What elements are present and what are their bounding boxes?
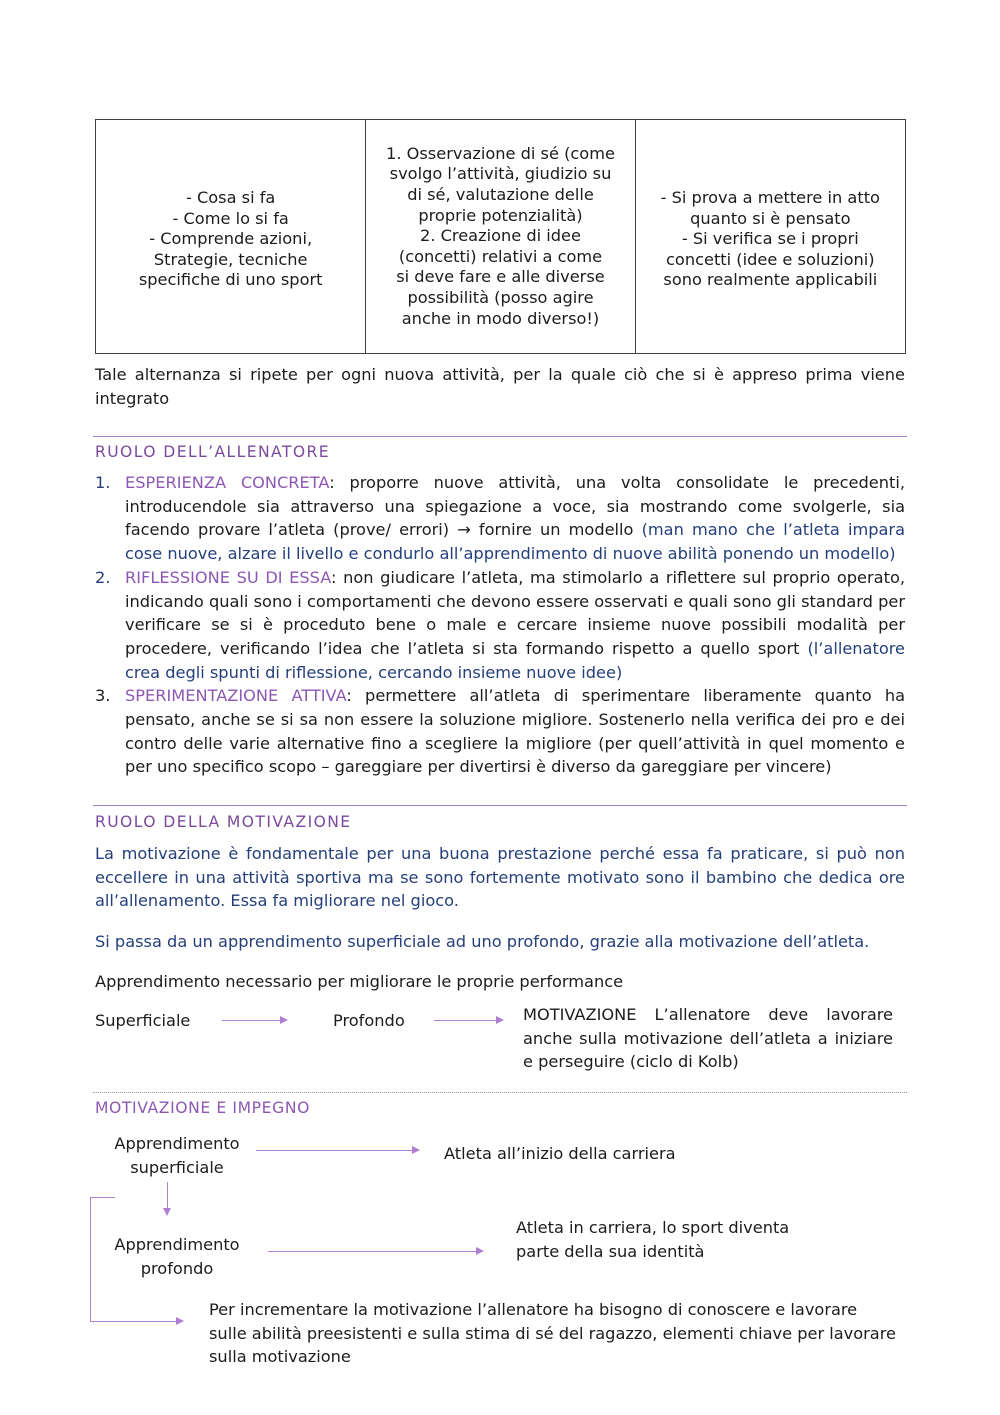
table-cell-line: si deve fare e alle diverse bbox=[396, 267, 605, 287]
table-cell-line: - Come lo si fa bbox=[172, 208, 289, 228]
table-cell-experience bbox=[96, 120, 365, 353]
table-cell-line: specifiche di uno sport bbox=[138, 270, 323, 290]
alternanza-paragraph: Tale alternanza si ripete per ogni nuova attività, per la quale ciò che si è appreso prima viene integrato bbox=[95, 365, 905, 408]
table-cell-line: (concetti) relativi a come bbox=[398, 246, 603, 266]
list-item-text: : non giudicare l’atleta, ma stimolarlo a riflettere sul proprio operato, indicando quali sono i comportamenti che devono essere osservati e quali sono gli standard per verificare se si è proceduto bene o male e cercare insieme nuove possibili modalità per procedere, verificando l’idea che l’atleta si sta formando rispetto a quello sport bbox=[125, 567, 905, 658]
section-divider bbox=[93, 436, 907, 437]
table-cell-line: Strategie, tecniche bbox=[153, 249, 308, 269]
section-heading-motivazione: RUOLO DELLA MOTIVAZIONE bbox=[95, 813, 352, 831]
table-cell-line: sono realmente applicabili bbox=[663, 270, 878, 290]
list-item-title: RIFLESSIONE SU DI ESSA bbox=[125, 567, 332, 587]
connector-line bbox=[90, 1197, 115, 1198]
list-item-note: (man mano che l’atleta impara cose nuove, alzare il livello e condurlo all’apprendimento di nuove abilità ponendo un modello) bbox=[125, 520, 906, 564]
down-arrow bbox=[167, 1182, 168, 1214]
list-item bbox=[95, 566, 905, 685]
box-line: parte della sua identità bbox=[516, 1242, 705, 1261]
table-cell-line: quanto si è pensato bbox=[690, 208, 851, 228]
motivazione-summary: Si passa da un apprendimento superficiale ad uno profondo, grazie alla motivazione dell’atleta. bbox=[95, 932, 870, 951]
table-cell-line: - Comprende azioni, bbox=[149, 229, 313, 249]
section-divider bbox=[93, 805, 907, 806]
box-result-carriera bbox=[516, 1216, 789, 1264]
motivazione-paragraph: La motivazione è fondamentale per una buona prestazione perché essa fa praticare, si può non eccellere in una attività sportiva ma se sono fortemente motivato sono il bambino che dedica ore all’allenamento. Essa fa migliorare nel gioco. bbox=[95, 844, 905, 911]
flow-label-superficiale: Superficiale bbox=[95, 1011, 191, 1030]
box-line: superficiale bbox=[130, 1158, 224, 1177]
section-divider bbox=[93, 1092, 907, 1093]
box-line: Apprendimento bbox=[114, 1235, 240, 1254]
box-apprendimento-profondo bbox=[108, 1233, 246, 1281]
list-item bbox=[95, 684, 905, 779]
list-number: 1. bbox=[95, 473, 111, 492]
flow-motivazione-note: MOTIVAZIONE L’allenatore deve lavorare anche sulla motivazione dell’atleta a iniziare e perseguire (ciclo di Kolb) bbox=[523, 1005, 893, 1072]
box-apprendimento-superficiale bbox=[108, 1132, 246, 1180]
table-cell-line: proprie potenzialità) bbox=[418, 205, 583, 225]
table-cell-line: - Si prova a mettere in atto bbox=[660, 188, 880, 208]
flow-arrow bbox=[256, 1150, 418, 1151]
conclusion-paragraph: Per incrementare la motivazione l’allenatore ha bisogno di conoscere e lavorare sulle abilità preesistenti e sulla stima di sé del ragazzo, elementi chiave per lavorare sulla motivazione bbox=[209, 1300, 896, 1367]
kolb-cycle-table bbox=[95, 119, 906, 354]
list-item-title: SPERIMENTAZIONE ATTIVA bbox=[125, 686, 347, 706]
section-heading-allenatore: RUOLO DELL’ALLENATORE bbox=[95, 443, 330, 461]
table-cell-line: 2. Creazione di idee bbox=[420, 226, 581, 246]
list-item-title: ESPERIENZA CONCRETA bbox=[125, 473, 330, 492]
flow-arrow bbox=[268, 1251, 482, 1252]
list-number: 3. bbox=[95, 686, 111, 706]
table-cell-experimentation bbox=[635, 120, 905, 353]
list-item bbox=[95, 471, 905, 566]
table-cell-line: possibilità (posso agire bbox=[407, 287, 594, 307]
flow-arrow bbox=[434, 1020, 502, 1021]
connector-line bbox=[90, 1197, 91, 1321]
role-list bbox=[95, 471, 905, 779]
list-item-text: : proporre nuove attività, una volta consolidate le precedenti, introducendole sia attraverso una spiegazione a voce, sia mostrando come svolgerle, sia facendo provare l’atleta (prove/ errori) → fornire un modello bbox=[125, 473, 905, 540]
box-line: Apprendimento bbox=[114, 1134, 240, 1153]
flow-label-profondo: Profondo bbox=[333, 1011, 405, 1030]
list-number: 2. bbox=[95, 567, 111, 587]
box-line: Atleta in carriera, lo sport diventa bbox=[516, 1218, 790, 1237]
table-cell-line: svolgo l’attività, giudizio su bbox=[389, 164, 612, 184]
list-item-text: : permettere all’atleta di sperimentare liberamente quanto ha pensato, anche se si sa non essere la soluzione migliore. Sostenerlo nella verifica dei pro e dei contro delle varie alternative fino a scegliere la migliore (per quell’attività in quel momento e per uno specifico scopo – gareggiare per divertirsi è diverso da gareggiare per vincere) bbox=[125, 686, 905, 777]
table-cell-line: anche in modo diverso!) bbox=[401, 308, 600, 328]
list-item-note: (l’allenatore crea degli spunti di riflessione, cercando insieme nuove idee) bbox=[125, 638, 905, 682]
flow-arrow bbox=[222, 1020, 286, 1021]
table-cell-line: concetti (idee e soluzioni) bbox=[666, 249, 875, 269]
table-cell-line: - Cosa si fa bbox=[185, 188, 276, 208]
apprendimento-caption: Apprendimento necessario per migliorare le proprie performance bbox=[95, 972, 624, 991]
box-line: profondo bbox=[140, 1259, 214, 1278]
table-cell-line: di sé, valutazione delle bbox=[407, 185, 594, 205]
box-result-inizio: Atleta all’inizio della carriera bbox=[444, 1144, 676, 1163]
section-heading-impegno: MOTIVAZIONE E IMPEGNO bbox=[95, 1099, 310, 1117]
table-cell-line: 1. Osservazione di sé (come bbox=[386, 143, 615, 163]
flow-arrow bbox=[90, 1321, 182, 1322]
table-cell-line: - Si verifica se i propri bbox=[681, 229, 859, 249]
table-cell-reflection bbox=[365, 120, 634, 353]
